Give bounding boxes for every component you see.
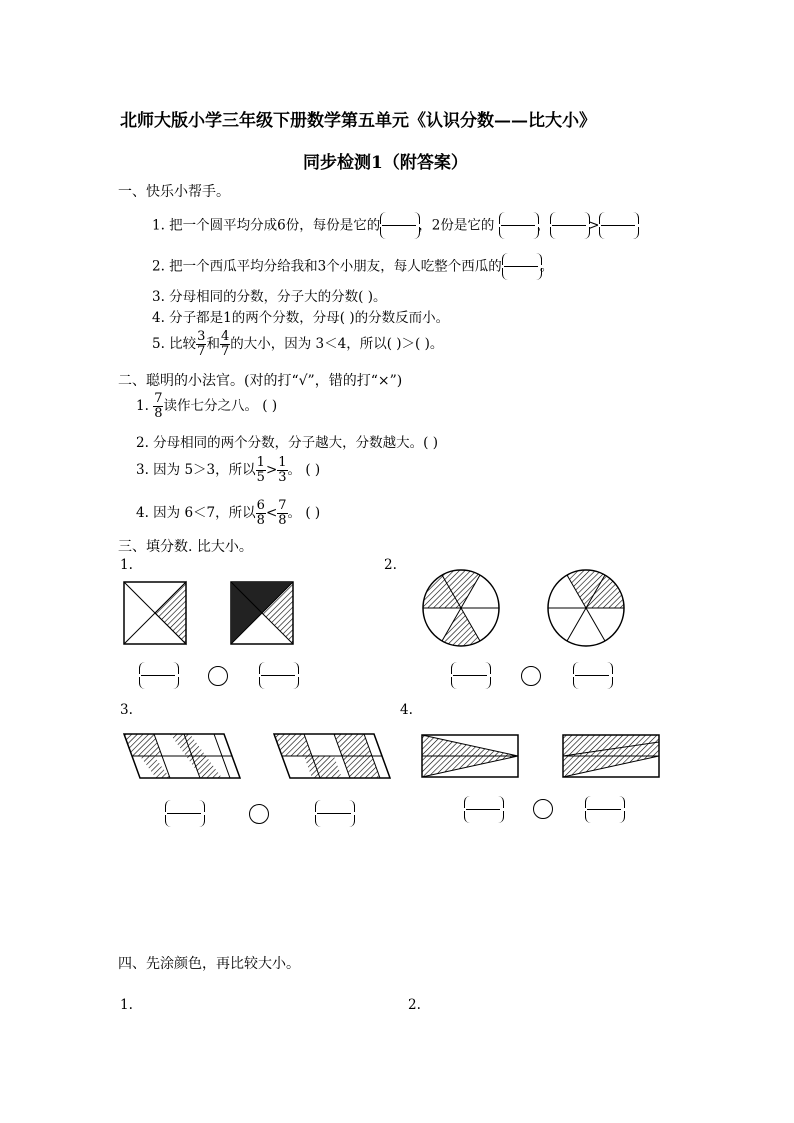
compare-circle[interactable]: [208, 666, 228, 686]
s1-q1-text-a: 1. 把一个圆平均分成6份，每份是它的: [152, 217, 381, 234]
s1-question-3: 3. 分母相同的分数，分子大的分数( )。: [152, 289, 387, 305]
fraction-7-8-b: $\frac{7}{8}$: [278, 498, 287, 528]
s2-q1-text: 读作七分之八。 ( ): [163, 398, 278, 414]
page-title: 北师大版小学三年级下册数学第五单元《认识分数——比大小》: [120, 111, 596, 131]
s1-q5-text-b: 的大小，因为 3＜4，所以( )＞( )。: [230, 336, 444, 352]
square-figure-a: [124, 582, 186, 644]
compare-circle[interactable]: [521, 666, 541, 686]
s2-q4-text-a: 4. 因为 6＜7，所以: [136, 505, 256, 521]
parallelogram-figure-b: [274, 734, 390, 778]
s4-label-2: 2.: [408, 997, 421, 1013]
fraction-6-8: $\frac{6}{8}$: [256, 498, 265, 528]
square-figure-b: [231, 582, 293, 644]
section4-heading: 四、先涂颜色，再比较大小。: [118, 956, 300, 972]
fraction-1-5: $\frac{1}{5}$: [256, 455, 265, 485]
s2-q3-text-a: 3. 因为 5＞3，所以: [136, 462, 256, 478]
compare-circle[interactable]: [249, 804, 269, 824]
answer-fraction-blank[interactable]: [139, 662, 177, 690]
page-subtitle: 同步检测1（附答案）: [303, 153, 468, 173]
s2-question-2: 2. 分母相同的两个分数，分子越大，分数越大。( ): [136, 435, 438, 451]
answer-fraction-blank[interactable]: [315, 800, 353, 828]
s3-label-4: 4.: [400, 702, 413, 718]
and-text: 和: [206, 336, 220, 352]
s1-q2-text: 2. 把一个西瓜平均分给我和3个小朋友，每人吃整个西瓜的: [152, 258, 502, 275]
circle-figure-a: [423, 570, 499, 646]
comma: ，: [536, 217, 551, 234]
fraction-1-3: $\frac{1}{3}$: [278, 455, 287, 485]
answer-fraction-blank[interactable]: [464, 796, 502, 824]
less-than-sign: <: [265, 505, 278, 521]
answer-fraction-blank[interactable]: [585, 796, 623, 824]
greater-than-sign: >: [588, 217, 600, 234]
s3-label-1: 1.: [120, 557, 133, 573]
section1-heading: 一、快乐小帮手。: [118, 184, 230, 200]
s1-question-4: 4. 分子都是1的两个分数，分母( )的分数反而小。: [152, 310, 450, 326]
answer-fraction-blank[interactable]: [451, 662, 489, 690]
s1-q5-text-a: 5. 比较: [152, 336, 197, 352]
s2-q4-end: 。 ( ): [287, 505, 321, 521]
compare-circle[interactable]: [533, 799, 553, 819]
fraction-3-7: $\frac{3}{7}$: [197, 329, 206, 359]
fraction-4-7: $\frac{4}{7}$: [220, 329, 230, 359]
s4-label-1: 1.: [120, 997, 133, 1013]
answer-fraction-blank[interactable]: [259, 662, 297, 690]
s3-label-3: 3.: [120, 702, 133, 718]
period: 。: [539, 258, 554, 275]
section3-heading: 三、填分数. 比大小。: [118, 539, 253, 555]
parallelogram-figure-a: [124, 734, 240, 778]
greater-than-sign: >: [265, 462, 278, 478]
s1-q1-text-b: ，2份是它的: [418, 217, 495, 234]
s2-q1-number: 1.: [136, 398, 149, 414]
s3-label-2: 2.: [384, 557, 397, 573]
rectangle-figure-b: [563, 735, 659, 777]
fraction-7-8: $\frac{7}{8}$: [154, 391, 163, 421]
circle-figure-b: [548, 570, 624, 646]
rectangle-figure-a: [422, 735, 518, 777]
s2-q3-end: 。 ( ): [287, 462, 321, 478]
answer-fraction-blank[interactable]: [165, 800, 203, 828]
section2-heading: 二、聪明的小法官。(对的打“√”，错的打“×”): [118, 373, 403, 389]
answer-fraction-blank[interactable]: [573, 662, 611, 690]
